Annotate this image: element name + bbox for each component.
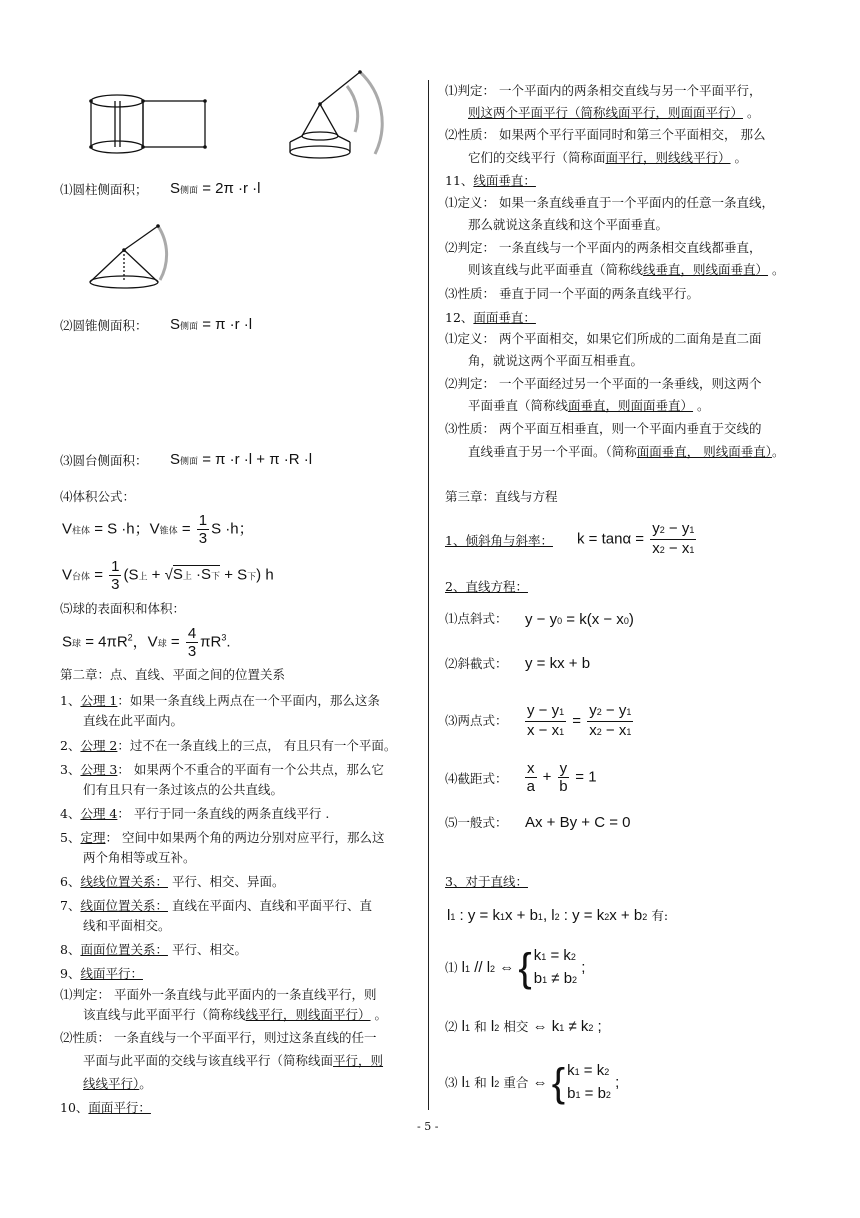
axiom-4: 4、公理 4： 平行于同一条直线的两条直线平行 . (60, 806, 330, 821)
cone-area-label: ⑵圆锥侧面积： (60, 318, 148, 333)
parallel-condition: ⑴ l1 // l2 ⇔ { k1 = k2 b1 ≠ b2 ; (445, 946, 586, 990)
lpp-property: ⑵性质： 一条直线与一个平面平行，则过这条直线的任一 (60, 1030, 377, 1045)
frustum-area-label: ⑶圆台侧面积： (60, 453, 148, 468)
sphere-formula: S球 = $4\pi R^2$，V球 = $\frac{4}{3}$ $\pi R^3$. (62, 625, 231, 660)
cylinder-area-label: ⑴圆柱侧面积； (60, 182, 148, 197)
line-plane-relation-cont: 线和平面相交。 (83, 918, 171, 933)
axiom-3-cont: 们有且只有一条过该点的公共直线。 (83, 782, 284, 797)
intercept-formula: $\frac{x}{a}$ + $\frac{y}{b}$ = 1 (526, 760, 597, 795)
line-plane-perp-heading: 11、线面垂直： (445, 173, 536, 188)
point-slope-label: ⑴点斜式： (445, 611, 508, 626)
intersect-condition: ⑵ l1 和 l2 相交 ⇔ k1 ≠ k2 ; (445, 1018, 602, 1035)
two-lines-definition: l1 : y = k1x + b1, l2 : y = k2x + b2 有: (447, 907, 669, 924)
ppperp-criterion-cont: 平面垂直（简称线面垂直，则面面垂直） 。 (468, 398, 710, 413)
coincide-condition: ⑶ l1 和 l2 重合 ⇔ { k1 = k2 b1 = b2 ; (445, 1061, 620, 1105)
volume-formula-frustum: V台体 = $\frac{1}{3}$ (S上 + √S上 ·S下 + S下) h (62, 558, 274, 593)
lpp-criterion: ⑴判定： 平面外一条直线与此平面内的一条直线平行，则 (60, 987, 377, 1002)
point-slope-formula: y − y0 = k(x − x0) (525, 611, 634, 628)
cone-unfold-figure (88, 222, 174, 290)
ppp-property-cont: 它们的交线平行（简称面面平行，则线线平行） 。 (468, 150, 748, 165)
slope-formula: k = tanα = $\frac{y2 - y1}{x2 - x1}$ (577, 520, 695, 557)
plane-plane-parallel-heading: 10、面面平行： (60, 1100, 151, 1115)
plane-plane-perp-heading: 12、面面垂直： (445, 310, 536, 325)
lpperp-definition-cont: 那么就说这条直线和这个平面垂直。 (468, 217, 669, 232)
lpperp-property: ⑶性质： 垂直于同一个平面的两条直线平行。 (445, 286, 699, 301)
frustum-area-formula: S侧面 = π ·r ·l + π ·R ·l (170, 451, 313, 468)
chapter3-title: 第三章：直线与方程 (445, 489, 558, 504)
lpperp-criterion-cont: 则该直线与此平面垂直（简称线线垂直，则线面垂直） 。 (468, 262, 785, 277)
line-plane-parallel-heading: 9、线面平行： (60, 966, 143, 981)
slope-intercept-label: ⑵斜截式： (445, 656, 508, 671)
axiom-1-cont: 直线在此平面内。 (83, 713, 184, 728)
cylinder-area-formula: S侧面 = 2π ·r ·l (170, 180, 261, 197)
ppp-criterion: ⑴判定： 一个平面内的两条相交直线与另一个平面平行， (445, 83, 762, 98)
ppp-property: ⑵性质： 如果两个平行平面同时和第三个平面相交， 那么 (445, 127, 766, 142)
axiom-2: 2、公理 2：过不在一条直线上的三点， 有且只有一个平面。 (60, 738, 397, 753)
chapter2-title: 第二章：点、直线、平面之间的位置关系 (60, 667, 286, 682)
two-point-label: ⑶两点式： (445, 713, 508, 728)
axiom-1: 1、公理 1：如果一条直线上两点在一个平面内，那么这条 (60, 693, 380, 708)
line-line-relation: 6、线线位置关系： 平行、相交、异面。 (60, 874, 285, 889)
volume-title: ⑷体积公式： (60, 489, 136, 504)
ppperp-property-cont: 直线垂直于另一个平面。（简称面面垂直， 则线面垂直）。 (468, 444, 785, 459)
axiom-3: 3、公理 3： 如果两个不重合的平面有一个公共点，那么它 (60, 762, 384, 777)
slope-heading: 1、倾斜角与斜率： (445, 533, 553, 548)
slope-intercept-formula: y = kx + b (525, 655, 591, 672)
line-equation-heading: 2、直线方程： (445, 579, 528, 594)
column-divider (428, 80, 429, 1110)
line-plane-relation: 7、线面位置关系： 直线在平面内、直线和平面平行、直 (60, 898, 372, 913)
lpp-property-cont2: 线线平行）。 (83, 1076, 152, 1091)
lpperp-criterion: ⑵判定： 一条直线与一个平面内的两条相交直线都垂直， (445, 240, 762, 255)
ppperp-definition: ⑴定义： 两个平面相交，如果它们所成的二面角是直二面 (445, 331, 762, 346)
page-number: - 5 - (417, 1120, 439, 1133)
plane-plane-relation: 8、面面位置关系： 平行、相交。 (60, 942, 247, 957)
ppperp-criterion: ⑵判定： 一个平面经过另一个平面的一条垂线，则这两个 (445, 376, 762, 391)
lpperp-definition: ⑴定义： 如果一条直线垂直于一个平面内的任意一条直线， (445, 195, 774, 210)
for-lines-heading: 3、对于直线： (445, 874, 528, 889)
two-point-formula: $\frac{y - y1}{x - x1}$ = $\frac{y2 - y1}{x2 - x1}$ (527, 702, 632, 739)
cone-area-formula: S侧面 = π ·r ·l (170, 316, 253, 333)
ppperp-definition-cont: 角，就说这两个平面互相垂直。 (468, 353, 644, 368)
cylinder-unfold-figure (88, 92, 210, 158)
volume-formula-cylinder-cone: V柱体 = S ·h；V锥体 = $\frac{1}{3}$ S ·h； (62, 512, 254, 547)
sphere-title: ⑸球的表面积和体积： (60, 601, 186, 616)
intercept-label: ⑷截距式： (445, 771, 508, 786)
theorem-cont: 两个角相等或互补。 (83, 850, 196, 865)
lpp-criterion-cont: 该直线与此平面平行（简称线线平行，则线面平行） 。 (83, 1007, 388, 1022)
theorem: 5、定理： 空间中如果两个角的两边分别对应平行，那么这 (60, 830, 385, 845)
general-form-formula: Ax + By + C = 0 (525, 814, 631, 831)
ppperp-property: ⑶性质： 两个平面互相垂直，则一个平面内垂直于交线的 (445, 421, 762, 436)
ppp-criterion-cont: 则这两个平面平行（简称线面平行，则面面平行） 。 (468, 105, 760, 120)
frustum-unfold-figure (285, 68, 385, 166)
general-form-label: ⑸一般式： (445, 815, 508, 830)
lpp-property-cont: 平面与此平面的交线与该直线平行（简称线面平行，则 (83, 1053, 384, 1068)
